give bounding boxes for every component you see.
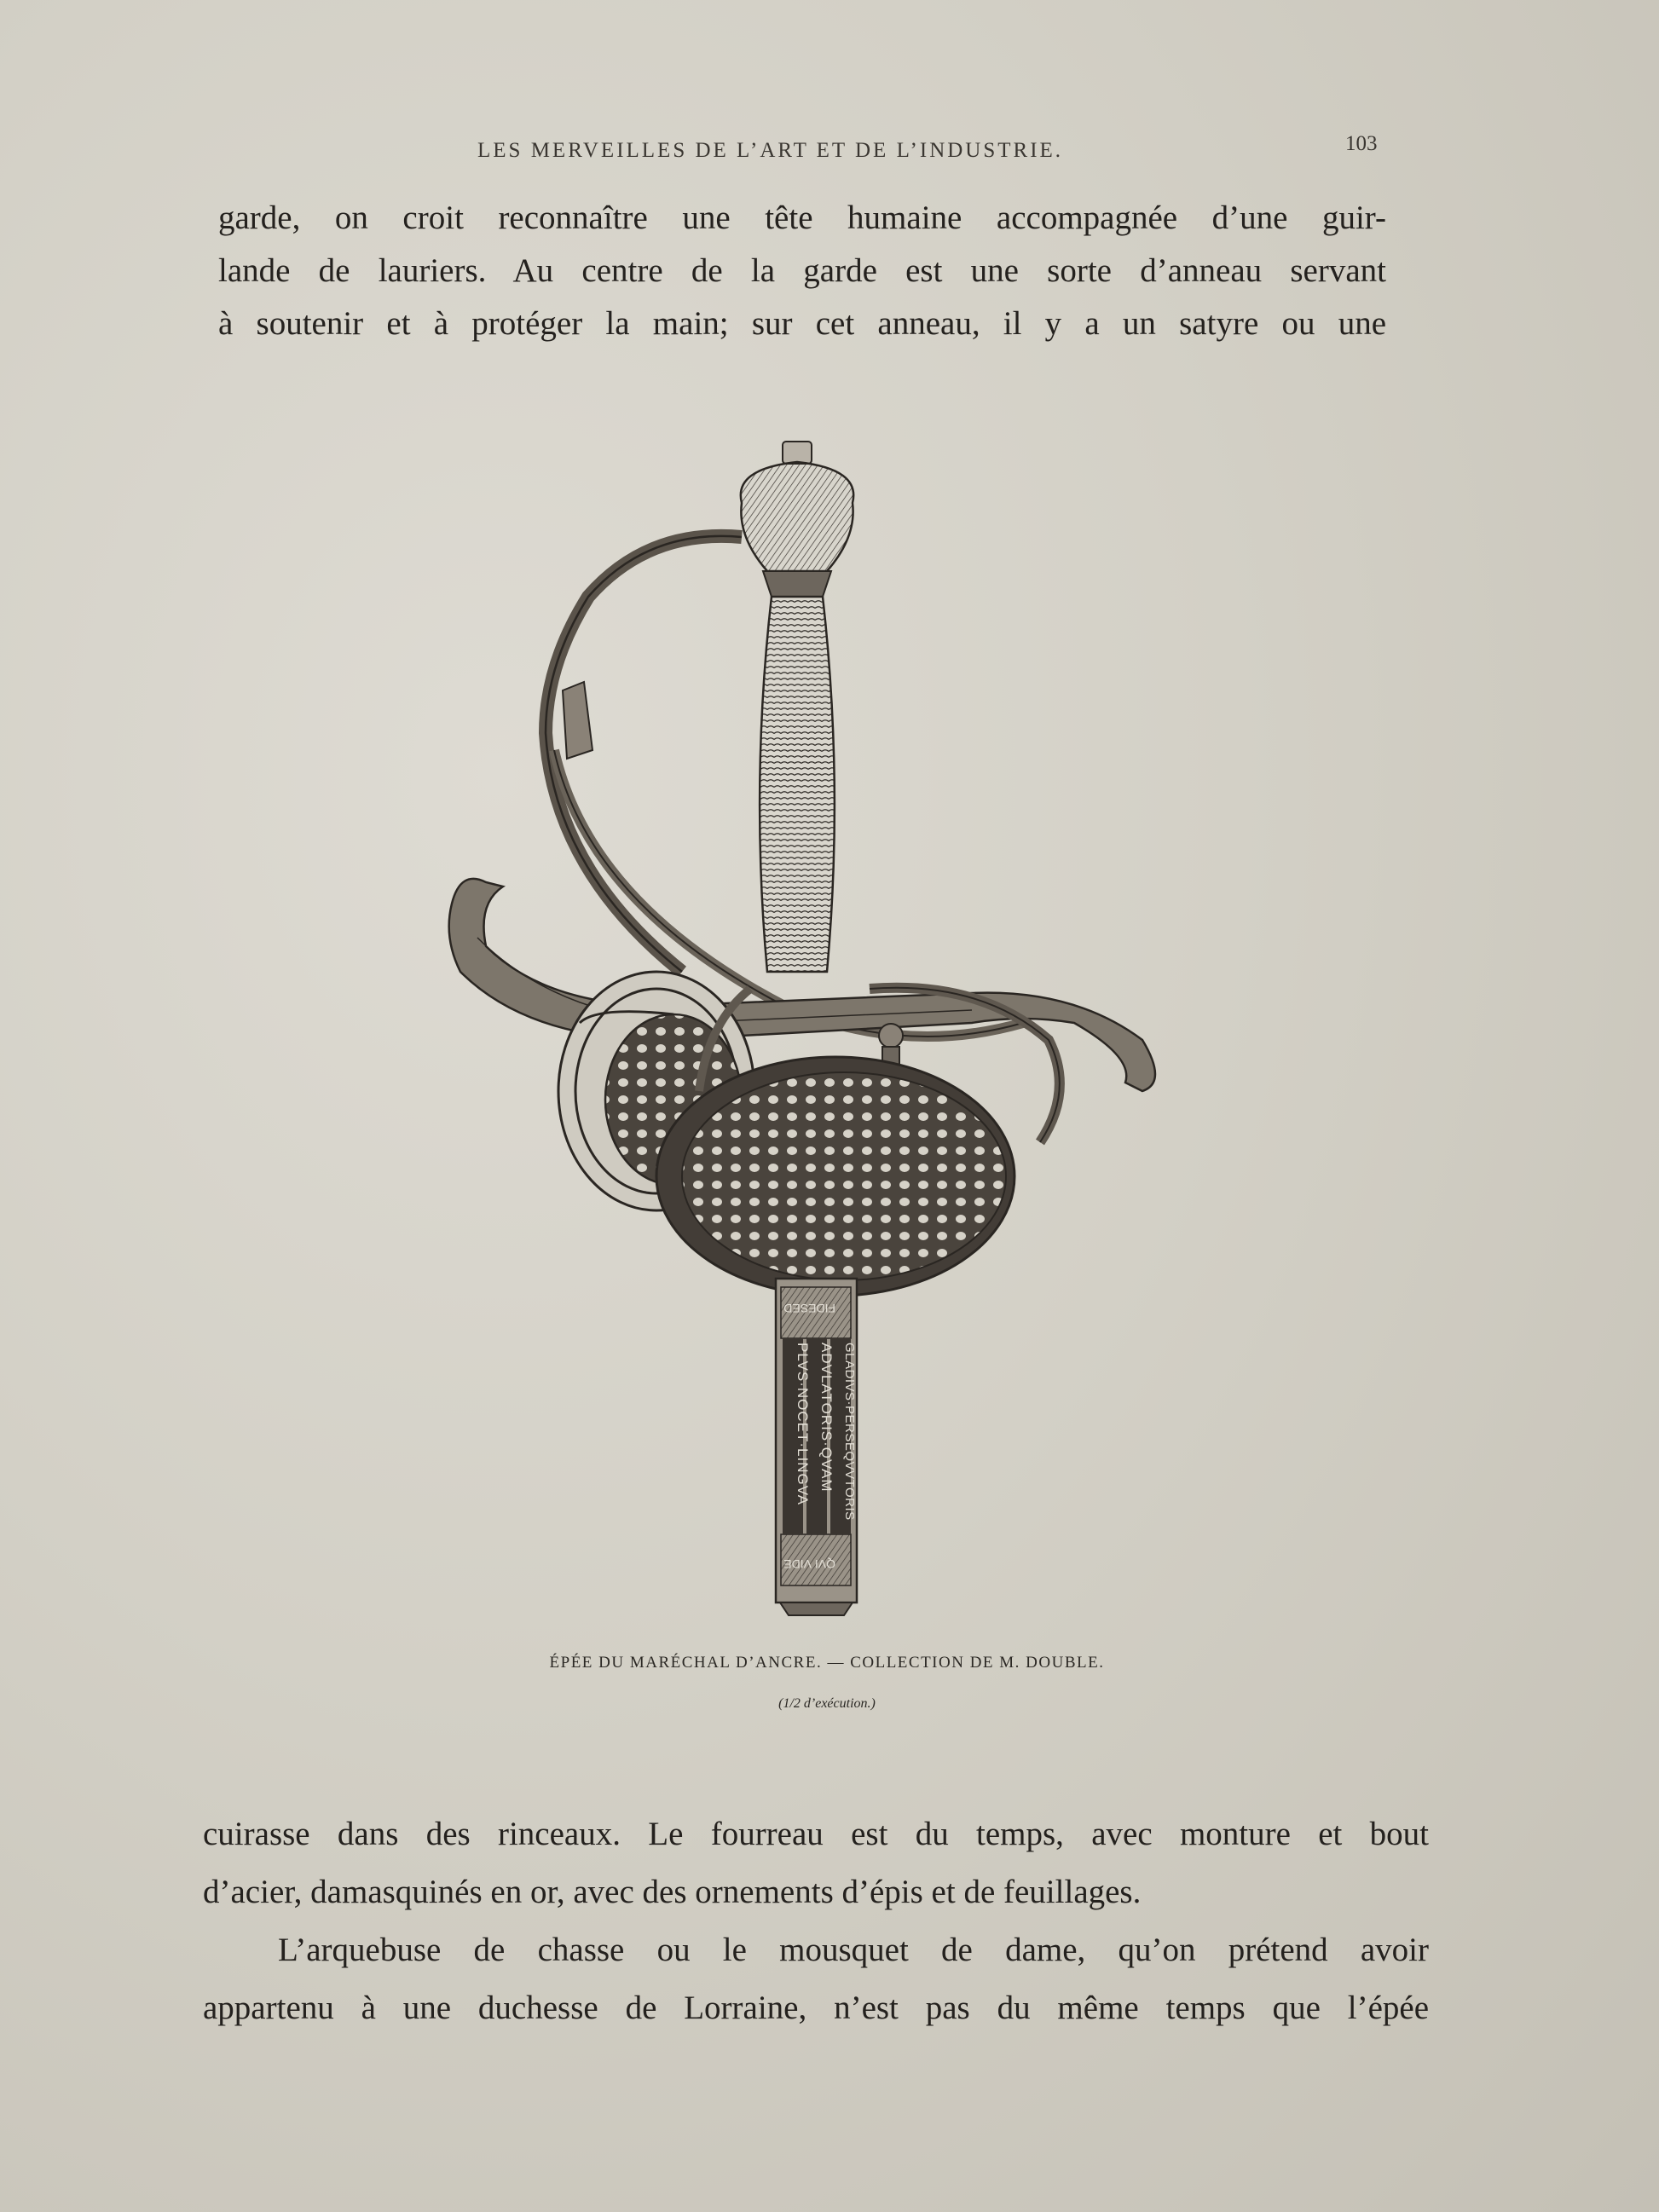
- text-line: garde, on croit reconnaître une tête humaine accompagnée d’une guir-: [218, 199, 1386, 236]
- blade-inscription-mid: ADVLATORIS·QVAM: [818, 1343, 835, 1493]
- blade-inscription-top: FIDESED: [783, 1302, 835, 1315]
- running-title: LES MERVEILLES DE L’ART ET DE L’INDUSTRIE.: [477, 139, 1064, 162]
- sword-illustration: [426, 426, 1228, 1620]
- blade-inscription-right: GLADIVS·PERSEQVVTORIS: [842, 1343, 857, 1521]
- figure-scale-note: (1/2 d’exécution.): [778, 1696, 876, 1711]
- text-line: appartenu à une duchesse de Lorraine, n’est pas du même temps que l’épée: [203, 1990, 1429, 2026]
- blade-inscription-left: PLVS·NOCET·LINGVA: [795, 1343, 811, 1506]
- text-line: L’arquebuse de chasse ou le mousquet de dame, qu’on prétend avoir: [278, 1932, 1429, 1968]
- page-number: 103: [1345, 132, 1378, 155]
- top-paragraph: [218, 192, 1386, 350]
- figure-caption: ÉPÉE DU MARÉCHAL D’ANCRE. — COLLECTION DE M. DOUBLE.: [549, 1654, 1105, 1672]
- sword-engraving: [426, 426, 1228, 1620]
- blade-inscription-bottom: QVI VIDE: [783, 1557, 835, 1571]
- text-line: lande de lauriers. Au centre de la garde est une sorte d’anneau servant: [218, 252, 1386, 289]
- text-line: à soutenir et à protéger la main; sur cet anneau, il y a un satyre ou une: [218, 305, 1386, 342]
- text-line: cuirasse dans des rinceaux. Le fourreau est du temps, avec monture et bout: [203, 1816, 1429, 1852]
- front-shell: [656, 1057, 1014, 1296]
- bottom-paragraph: [203, 1805, 1429, 2037]
- pommel: [741, 442, 853, 597]
- text-line: d’acier, damasquinés en or, avec des ornements d’épis et de feuillages.: [203, 1874, 1142, 1910]
- grip: [760, 597, 835, 972]
- blade: [776, 1279, 857, 1615]
